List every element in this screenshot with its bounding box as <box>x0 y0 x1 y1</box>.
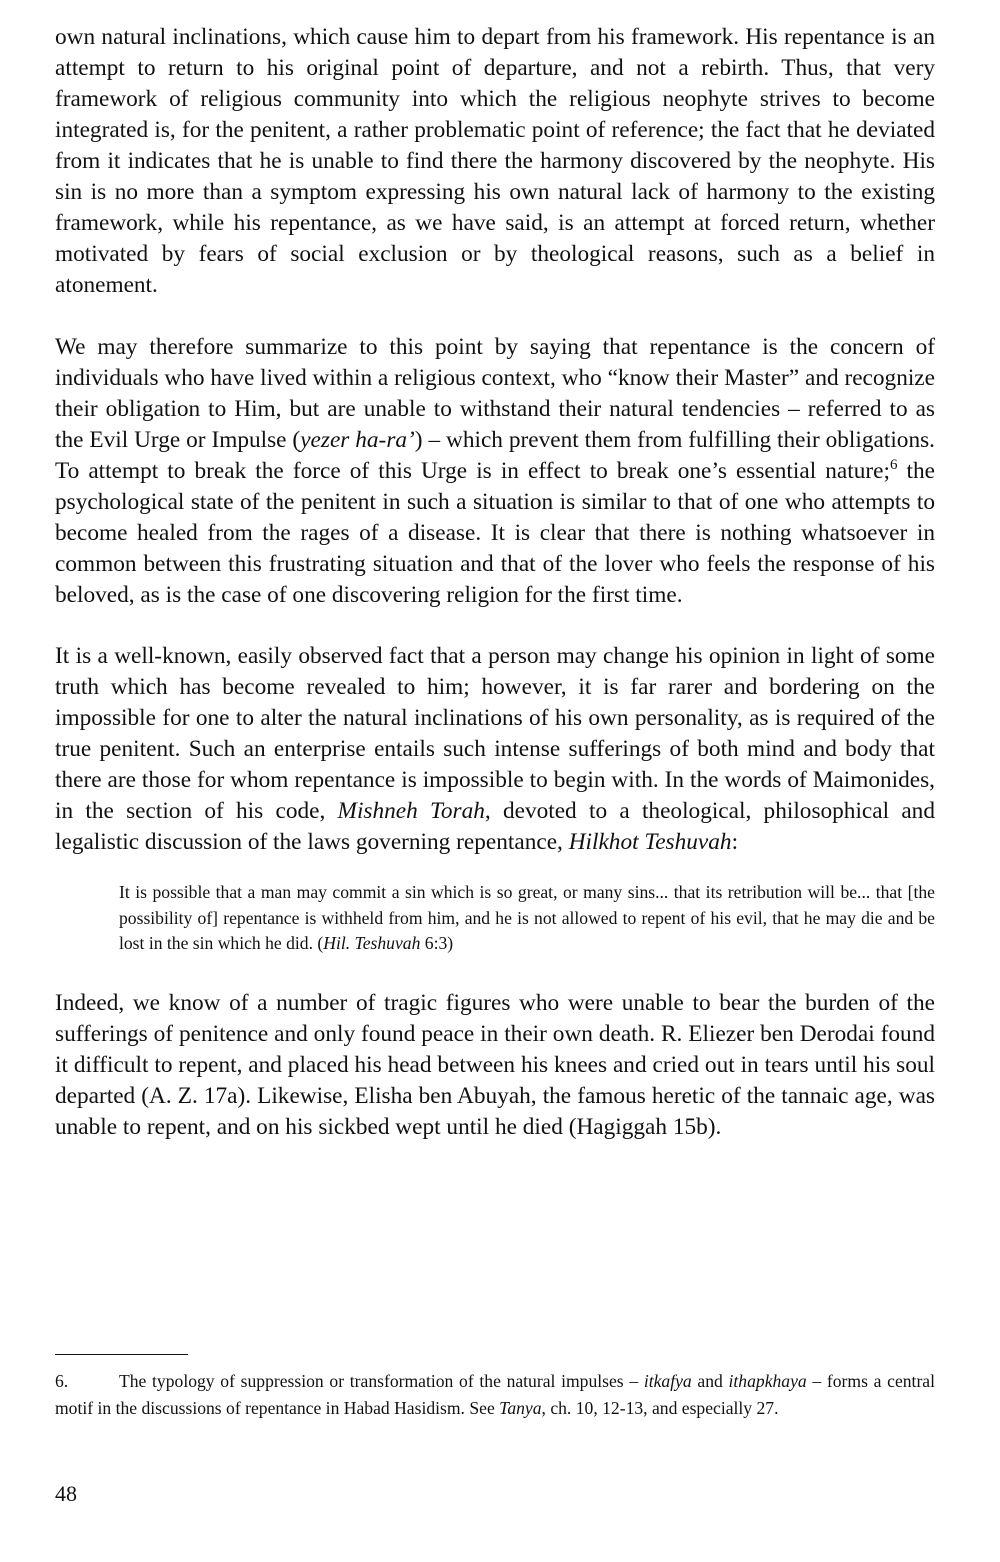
paragraph-4 <box>55 988 935 1143</box>
footnote-number: 6. <box>55 1371 69 1391</box>
paragraph-3-text-b: , devoted to a theological, philosophical and legalistic discussion of the laws governing repentance, <box>55 798 935 855</box>
title-tanya: Tanya <box>499 1398 542 1418</box>
footnote-text-c: – forms a central motif in the discussions of repentance in Habad Hasidism. See <box>55 1371 935 1418</box>
paragraph-3-text-c: : <box>731 829 739 855</box>
page-body <box>55 22 935 1143</box>
paragraph-2 <box>55 332 935 611</box>
paragraph-2-text-c: the psychological state of the penitent in such a situation is similar to that of one who attempts to become healed from the rages of a disease. It is clear that there is nothing whatsoever in common between this frustrating situation and that of the lover who feels the response of his beloved, as is the case of one discovering religion for the first time. <box>55 458 935 608</box>
term-itkafya: itkafya <box>643 1371 692 1391</box>
paragraph-4-text: Indeed, we know of a number of tragic figures who were unable to bear the burden of the sufferings of penitence and only found peace in their own death. R. Eliezer ben Derodai found it difficult to repent, and placed his head between his knees and cried out in tears until his soul departed (A. Z. 17a). Likewise, Elisha ben Abuyah, the famous heretic of the tannaic age, was unable to repent, and on his sickbed wept until he died (Hagiggah 15b). <box>55 989 935 1140</box>
paragraph-3-text-a: It is a well-known, easily observed fact that a person may change his opinion in light of some truth which has become revealed to him; however, it is far rarer and bordering on the impossible for one to alter the natural inclinations of his own personality, as is required of the true penitent. Such an enterprise entails such intense sufferings of both mind and body that there are those for whom repentance is impossible to begin with. In the words of Maimonides, in the section of his code, <box>55 643 935 824</box>
footnote-text-d: , ch. 10, 12-13, and especially 27. <box>541 1398 779 1418</box>
paragraph-1-text: own natural inclinations, which cause him to depart from his framework. His repentance is an attempt to return to his original point of departure, and not a rebirth. Thus, that very framework of religious community into which the religious neophyte strives to become integrated is, for the penitent, a rather problematic point of reference; the fact that he deviated from it indicates that he is unable to find there the harmony discovered by the neophyte. His sin is no more than a symptom expressing his own natural lack of harmony to the existing framework, while his repentance, as we have said, is an attempt at forced return, whether motivated by fears of social exclusion or by theological reasons, such as a belief in atonement. <box>55 24 935 298</box>
title-hilkhot-teshuvah: Hilkhot Teshuvah <box>568 829 732 855</box>
quote-citation-title: Hil. Teshuvah <box>323 933 421 953</box>
paragraph-2-text-a: We may therefore summarize to this point by saying that repentance is the concern of individuals who have lived within a religious context, who “know their Master” and recognize their obligation to Him, but are unable to withstand their natural tendencies – referred to as the Evil Urge or Impulse ( <box>55 334 935 453</box>
block-quote <box>119 880 935 957</box>
footnote-reference: 6 <box>889 457 898 473</box>
paragraph-2-text-b: ) – which prevent them from fulfilling their obligations. To attempt to break the force of this Urge is in effect to break one’s essential nature; <box>55 427 935 484</box>
page-number: 48 <box>55 1481 77 1506</box>
footnote <box>55 1368 935 1422</box>
footnote-text-a: The typology of suppression or transformation of the natural impulses – <box>119 1371 644 1391</box>
term-yezer-ha-ra: yezer ha-ra’ <box>300 427 415 453</box>
footnote-text-b: and <box>691 1371 729 1391</box>
term-ithapkhaya: ithapkhaya <box>728 1371 807 1391</box>
paragraph-3 <box>55 641 935 858</box>
paragraph-1 <box>55 22 935 301</box>
quote-text-a: It is possible that a man may commit a sin which is so great, or many sins... that its retribution will be... that [the possibility of] repentance is withheld from him, and he is not allowed to repent of his evil, that he may die and be lost in the sin which he did. ( <box>119 882 935 953</box>
title-mishneh-torah: Mishneh Torah <box>337 798 485 824</box>
footnote-divider <box>55 1354 188 1355</box>
quote-text-b: 6:3) <box>420 933 454 953</box>
